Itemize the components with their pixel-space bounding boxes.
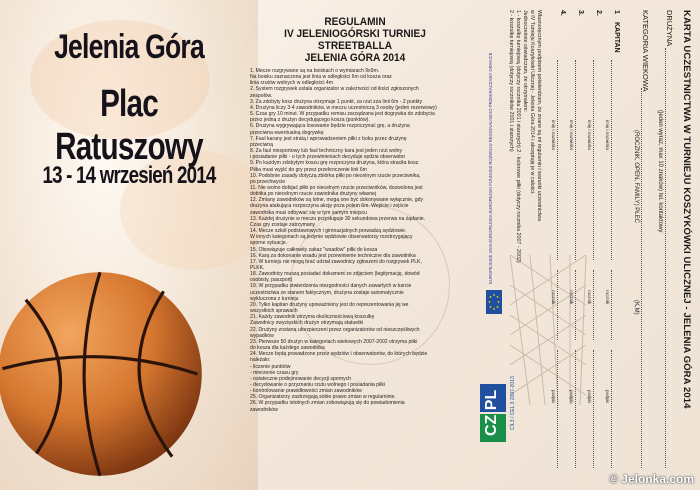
regulation-line: 6. Drużyna wygrywająca losowanie będzie rozpoczynać grę, a drużyna — [250, 123, 410, 130]
column-hint: imię i nazwisko — [587, 120, 592, 151]
column-hint: rocznik — [551, 290, 556, 305]
column-hint: podpis — [569, 390, 574, 404]
player-row-number: 1 — [613, 10, 620, 14]
regulation-line: 21. Każdy zawodnik otrzyma okolicznościową koszulkę — [250, 314, 375, 321]
regulation-line: 9. Po każdym zdobytym koszu grę rozpoczyna drużyna, która straciła kosz. — [250, 160, 420, 167]
declaration-line: 2 - koszulkę turniejową (dotyczy roczników 2001 i starszych) — [508, 10, 514, 152]
sex-hint: (K,M) — [633, 300, 639, 315]
player-name-field[interactable] — [593, 60, 594, 260]
regulation-line: linia rzutów wolnych w odległości 4m — [250, 80, 333, 87]
column-hint: podpis — [605, 390, 610, 404]
player-signature-field[interactable] — [593, 350, 594, 468]
regulation-line: 24. Mecze będą prowadzone przez sędziów i obserwatorów, do których będzie — [250, 351, 428, 358]
regulation-line: 1. Mecze rozgrywane są na boiskach o wymiarach 9x9m. — [250, 68, 380, 74]
player-row-number: 2. — [595, 10, 602, 16]
city-title: Jelenia Góra — [54, 28, 204, 66]
regulation-line: należało: — [250, 357, 271, 364]
regulation-line: 3. Za zdobyty kosz drużyna otrzymuje 1 punkt, za rzut zza linii 6m - 2 punkty — [250, 98, 423, 105]
age-row: KATEGORIA WIEKOWA — [641, 10, 650, 92]
team-name-field[interactable] — [665, 48, 666, 468]
player-year-field[interactable] — [593, 270, 594, 340]
regulation-line: - decydowanie o przyznaniu rzutu wolnego i posiadania piłki — [250, 381, 386, 388]
declaration-line: w IV Turnieju Koszykówki Ulicznej - Jelenia Góra 2014 i akceptuję je w całości. — [529, 10, 535, 195]
column-hint: imię i nazwisko — [551, 120, 556, 151]
regulation-line: 10. Podobnie zasady dotyczą zbiórka piłki po niecelnym rzucie przeciwnika, — [250, 172, 421, 179]
card-title: KARTA UCZESTNICTWA W TURNIEJU KOSZYKÓWKI ULICZNEJ - JELENIA GÓRA 2014 — [681, 10, 692, 409]
regulation-line: 14. Mecze szkół podstawowych i gimnazjalnych prowadzą sędziowie. — [250, 228, 407, 235]
column-hint: podpis — [587, 390, 592, 404]
regulation-line: PLKK. — [250, 265, 265, 271]
regulation-line: osobisty, paszport) — [250, 277, 293, 284]
age-category-field[interactable] — [641, 88, 642, 468]
player-row-number: 3. — [577, 10, 584, 16]
player-signature-field[interactable] — [611, 350, 612, 468]
place-title: Plac Ratuszowy — [55, 83, 203, 168]
regulation-line: uczestnictwa ze stanem faktycznym, drużyna zostaje automatycznie — [250, 289, 404, 296]
player-row-label: KAPITAN — [613, 22, 620, 53]
player-year-field[interactable] — [575, 270, 576, 340]
cel3-logo-text: CÍL3 / CEL 3 2007-2013 — [510, 376, 516, 430]
column-hint: rocznik — [605, 290, 610, 305]
czpl-logo: CZ PL — [480, 384, 506, 442]
declaration-line: Własnoręcznym podpisem potwierdzam, że znane są mi regulamin i warunki uczestnictwa — [536, 10, 542, 222]
player-name-field[interactable] — [557, 60, 558, 260]
player-year-field[interactable] — [557, 270, 558, 340]
eu-funding-text: EUROPEJSKIE UNIA EUROPEJSKA EUROPEJSKI FUNDUSZ ROZWOJU REGIONALNEGO PRZEKRACZAMY GRANICE — [488, 52, 493, 284]
regulation-line: 16. Karą za dokonanie wsadu jest przewinienie techniczne dla zawodnika — [250, 252, 416, 259]
player-year-field[interactable] — [611, 270, 612, 340]
registration-card-rotated — [468, 0, 700, 490]
team-hint: (jeden wyraz, max 10 znaków) tel. kontaktowy — [657, 110, 663, 233]
column-hint: imię i nazwisko — [569, 120, 574, 151]
regulation-line: przeciwną — [250, 141, 273, 148]
regulations-text — [246, 68, 464, 413]
regulation-line: 22. Drużyny zostaną ubezpieczeni przez organizatorów od nieszczęśliwych — [250, 326, 420, 333]
regulation-line: drużyna atakująca rozpoczyna akcję poza polem 6m. Wejście i zejście — [250, 203, 409, 210]
regulation-line: wypadków — [250, 332, 274, 339]
regulation-line: 13. Każdej drużynie w meczu przysługuje 30 sekundowa przerwa na żądanie. — [250, 215, 425, 222]
player-signature-field[interactable] — [557, 350, 558, 468]
team-row: DRUŻYNA — [665, 10, 674, 47]
regulation-line: 2. System rozgrywek ustala organizator w zależności od ilości zgłoszonych — [250, 86, 419, 93]
regulation-line: 25. Organizatorzy zastrzegają sobie prawo zmian w regulaminie. — [250, 394, 396, 401]
regulation-line: 15. Obowiązuje całkowity zakaz "wsadów" piłki do kosza — [250, 246, 378, 253]
regulations-title: REGULAMIN IV JELENIOGÓRSKI TURNIEJ STREETBALLA JELENIA GÓRA 2014 — [284, 16, 426, 64]
regulation-line: wszystkich sprawach — [250, 308, 298, 315]
declaration-line: 1 - koszulkę turniejową (dotyczy rocznika 2001 i starszych) 2 - kolorowe piłki (dotyczy rocznika 2007 - 2002) — [515, 10, 521, 263]
regulation-line: 12. Zmiany zawodników są lotne, mogą one być dokonywane wyłącznie, gdy — [250, 197, 423, 204]
regulation-line: przez jedną z drużyn decydującego kosza (punktów). — [250, 117, 370, 124]
regulation-line: 5. Czas gry 10 minut. W przypadku remisu zarządzana jest dogrywka do zdobycia — [250, 111, 435, 118]
player-row-number: 4. — [559, 10, 566, 16]
regulation-line: 17. W turnieju nie mogą brać udział zawodnicy zgłoszeni do rozgrywek PLK, — [250, 258, 422, 265]
regulation-line: sporne sytuacje. — [250, 240, 288, 247]
regulation-line: 18. Zawodnicy muszą posiadać dokument ze zdjęciem (legitymację, dowód — [250, 271, 420, 278]
player-name-field[interactable] — [611, 60, 612, 260]
regulation-line: Czas gry zostaje zatrzymany — [250, 221, 316, 228]
regulation-line: zawodników — [250, 406, 278, 413]
regulation-line: dobitka po niecelnym rzucie zawodnika drużyny własnej — [250, 191, 376, 198]
player-name-field[interactable] — [575, 60, 576, 260]
regulation-line: 7. Faul karany jest stratą i wprowadzeniem piłki z boku przez drużynę — [250, 135, 407, 142]
regulation-line: przeciwna ewentualną dogrywkę — [250, 129, 324, 136]
regulation-line: - liczenie punktów — [250, 363, 291, 370]
regulation-line: 20. Tylko kapitan drużyny upoważniony jest do reprezentowania jej we — [250, 301, 409, 308]
regulation-line: 26. W przypadku istotnych zmian zobowiązują się do powiadomienia — [250, 400, 405, 407]
regulation-line: po przechwycie — [250, 178, 286, 185]
regulation-line: do kosza dla każdego zawodnika — [250, 345, 325, 352]
regulation-line: Na boisku zaznaczona jest linia w odległości 6m od kosza oraz — [250, 74, 392, 81]
regulation-line: W innych kategoriach są jedynie sędziowie obserwatorzy rozstrzygający — [250, 234, 413, 241]
column-hint: imię i nazwisko — [605, 120, 610, 151]
regulation-line: zawodnika musi odbywać się w tym samym miejscu — [250, 209, 367, 216]
regulation-line: - kontrolowanie prawidłowości zmian zawodników — [250, 388, 362, 395]
declaration-line: Jednocześnie oświadczam, że otrzymałem: — [522, 10, 528, 112]
left-panel — [0, 0, 258, 490]
column-hint: rocznik — [569, 290, 574, 305]
dates-title: 13 - 14 wrzesień 2014 — [42, 162, 216, 189]
declaration-text — [507, 10, 542, 480]
player-signature-field[interactable] — [575, 350, 576, 468]
watermark: © Jelonka.com — [609, 472, 694, 486]
age-hint: (ROCZNIK, OPEN, FAMILY) PŁEĆ — [633, 130, 639, 223]
regulation-line: 11. Nie wolno dobijać piłki po niecelnym rzucie przeciwników, dozwolona jest — [250, 184, 423, 191]
basketball-image — [0, 268, 206, 480]
column-hint: podpis — [551, 390, 556, 404]
regulation-line: 23. Pierwsze 50 drużyn w kategoriach wiekowych 2007-2002 otrzyma piłki — [250, 338, 418, 345]
regulation-line: 4. Drużyna liczy 3-4 zawodników, w meczu uczestniczą 3 osoby (jeden rezerwowy) — [250, 104, 437, 111]
regulation-line: i posiadanie piłki - o tych przewinieniach decyduje sędzia obserwator — [250, 154, 406, 161]
regulation-line: 19. W przypadku stwierdzenia niezgodności danych zawartych w karcie — [250, 283, 412, 290]
regulation-line: Piłka musi wyjść do gry przez przekroczenie linii 6m — [250, 166, 367, 173]
regulation-line: zespołów. — [250, 92, 273, 99]
column-hint: rocznik — [587, 290, 592, 305]
registration-card — [468, 0, 700, 490]
regulation-line: - mierzenie czasu gry — [250, 369, 299, 376]
regulations-panel — [246, 16, 464, 486]
regulation-line: wykluczona z turnieju — [250, 295, 299, 302]
regulation-line: - ostateczne podejmowanie decyzji spornych — [250, 375, 352, 382]
regulation-line: 8. Za faul niesportowy lub faul techniczny kara jest jeden rzut wolny — [250, 148, 403, 155]
regulation-line: Zawodnicy zwycięskich drużyn otrzymają statuetki — [250, 320, 364, 327]
